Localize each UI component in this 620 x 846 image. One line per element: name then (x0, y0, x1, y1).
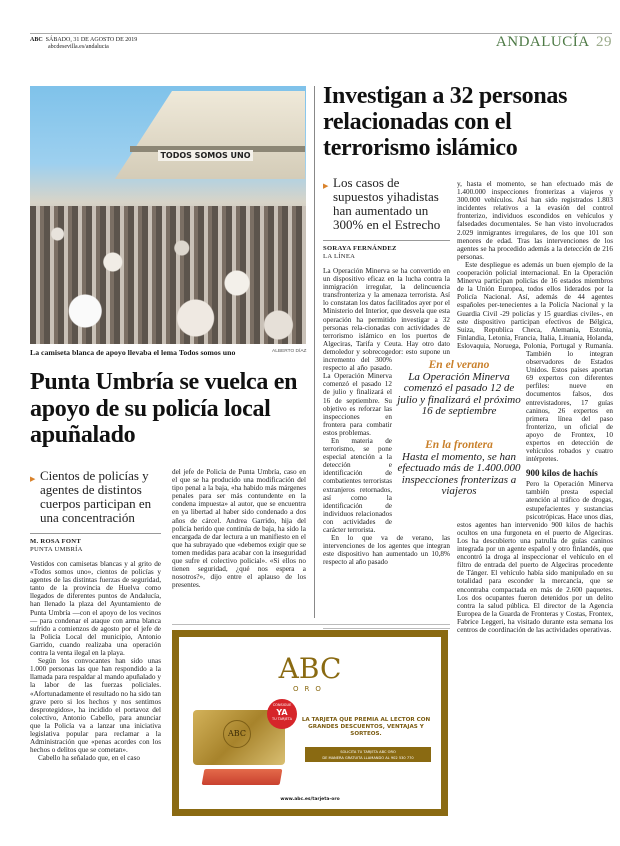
column-end-rule (323, 628, 450, 629)
triangle-bullet-icon: ▶ (30, 475, 36, 483)
left-byline (30, 533, 161, 554)
cta-line: DE MANERA GRATUITA LLAMANDO AL 902 530 770 (322, 755, 414, 760)
photo-banner: TODOS SOMOS UNO (158, 150, 253, 161)
triangle-bullet-icon: ▶ (323, 182, 329, 190)
left-column-1 (30, 469, 161, 762)
ad-rule (172, 624, 450, 625)
pullquote-gap (457, 358, 526, 518)
text-segment: La Operación Minerva se ha convertido en un dispositivo eficaz en la lucha contra la inmigración irregular, la delincuencia transfronteriza y la amenaza terrorista. Así lo constatan los datos facilitados ayer por el Ministerio del Interior, que desvela que esta operación ha permitido investigar a 32 personas rela- (323, 267, 450, 332)
brand: ABC (30, 37, 43, 43)
photo-building (115, 91, 305, 179)
paragraph: En lo que va de verano, las intervenciones de los agentes que integran este dispositivo han aumentado un 10,8% respecto al año pasado (323, 534, 450, 567)
location: PUNTA UMBRÍA (30, 546, 83, 553)
text-segment: caninos, 26 expertos en primera línea del paso fronterizo, un oficial de apoyo de Frontex, 10 expertos en detección de vehículos robados y cuatro intérpretes. (526, 406, 613, 464)
text-segment: tenecientes a la Policía Nacional y la Guardia Civil -29 policías y 15 guardias civiles-, en este dispositivo participan efectivos de Bélgica, Suiza, Republica Checa, Alemania, Estonia, Finlandia, Letonia, Francia, Italia, Lituania, Holanda, Eslovaquia, Noruega, Polonia, Portugal y Rumanía. También lo integran observadores de Estados Unidos. Estos países aportan 69 expertos con diferentes perfiles: nueve en documentos falsos, dos entrevistadores, 17 guías (457, 301, 613, 407)
badge-text: YA (276, 708, 288, 717)
text-segment: En materia de terrorismo, se pone especial atención a la detección (323, 436, 392, 470)
paragraph: y, hasta el momento, se han efectuado más de 1.400.000 inspecciones fronterizas a viajeros y 300.000 vehículos. Así han sido registrados 1.803 incidentes relativos a la evasión del control fronterizo, individuos escondidos en vehículos y falsedades documentales. Se han visto involucrados 2.029 inmigrantes irregulares, de los que 101 son menores de edad. Tras las intervenciones de los agentes se ha procedido además a la detección de 216 personas. (457, 180, 613, 261)
right-byline (323, 240, 450, 261)
cta-line: SOLICITA TU TARJETA ABC ORO (340, 749, 396, 754)
left-subhead-text: Cientos de policías y agentes de distintos cuerpos participan en una concentración (40, 468, 152, 525)
paragraph: del jefe de Policía de Punta Umbría, caso en el que se ha producido una modificación del tipo penal a la baja, «ha habido más márgenes penales para ser más contundente en la condena impuesta» al autor, que se encuentra en ya libertad al haber sido condenado a dos años de cárcel. Andrea Garrido, hija del policía herido que continúa de baja, ha sido la encargada de dar lectura a un manifiesto en el que ha subrayado que «debemos exigir que se tomen medidas para acabar con la inseguridad que sufre el colectivo policial». «Si ellos no tienen seguridad, ¿qué nos espera a nosotros?», dijo entre el aplauso de los presentes. (172, 468, 306, 590)
get-card-badge (267, 699, 297, 729)
left-subhead (30, 469, 161, 525)
badge-text: CONSIGUE (272, 703, 292, 707)
left-body-col2 (172, 468, 306, 589)
ad-cta (305, 747, 431, 762)
photo-caption: La camiseta blanca de apoyo llevaba el lema Todos somos uno (30, 348, 236, 357)
pullquote-text: Hasta el momento, se han efectuado más de 1.400.000 inspecciones fronterizas a viajeros (397, 450, 521, 497)
protest-photo (30, 86, 306, 344)
date: SÁBADO, 31 DE AGOSTO DE 2019 (45, 37, 138, 43)
ad-logo: ABC (278, 652, 342, 685)
badge-text: TU TARJETA (271, 717, 292, 721)
header-meta (30, 37, 137, 51)
photo-crowd (30, 206, 306, 344)
paragraph: Pero la Operación Minerva también presta especial atención al tráfico de drogas, estupefacientes y sustancias psicotrópicas. Hace unos días, estos agentes han intervenido 900 kilos de hachís ocultos en una furgoneta en el puerto de Algeciras. Los ha descubierto una patrulla de guías caninos integrada por un agente español y otro finlandés, que encontró la droga al inspeccionar el vehículo en el filtro de entrada del puerto de Algeciras procedente de Tánger. El vehículo había sido manipulado en su totalidad para esconder la mercancía, que se encontraba compactada en más de 2.600 paquetes. Los dos ocupantes fueron detenidos por un delito contra la salud pública. El director de la Agencia Europea de la Guarda de Fronteras y Costas, Frontex, Fabrice Leggeri, ha visitado durante esta semana los centros de coordinación de las actividades operativas. (457, 480, 613, 634)
paragraph: Vestidos con camisetas blancas y al grito de «Todos somos uno», cientos de policías y agentes de las distintas fuerzas de seguridad, tanto de la provincia de Huelva como llegados de diferentes puntos de Andalucía, han llenado la plaza del Ayuntamiento de Punta Umbría —con el apoyo de los vecinos— para condenar el ataque con arma blanca sufrido a comienzos de agosto por el jefe de la Policía Local del municipio, Antonio Garrido, cuando realizaba una operación contra la venta ilegal en la playa. (30, 560, 161, 658)
section-name: ANDALUCÍA (495, 34, 589, 50)
paragraph: Cabello ha señalado que, en el caso (38, 754, 140, 763)
pullquote-title: En el verano (428, 359, 490, 371)
card-logo: ABC (223, 720, 251, 748)
column-divider (314, 86, 315, 618)
left-headline: Punta Umbría se vuelca en apoyo de su policía local apuñalado (30, 369, 298, 448)
right-column-2 (457, 180, 613, 634)
ad-url[interactable]: www.abc.es/tarjeta-oro (280, 797, 340, 802)
page-number: 29 (596, 34, 612, 50)
photo-credit: ALBERTO DÍAZ (272, 349, 307, 354)
site-url: abcdesevilla.es/andalucia (48, 44, 109, 50)
newspaper-stack-image (202, 769, 283, 785)
ad-tagline: LA TARJETA QUE PREMIA AL LECTOR CON GRANDES DESCUENTOS, VENTAJAS Y SORTEOS. (301, 717, 431, 737)
text-segment: cionadas con actividades de terrorismo islámico en los puertos de Algeciras, Tarifa y Ceuta. Hay otro dato demoledor y sobrecogedor: esto supone un incremento del 300% respecto al año pasado. La Operación Minerva comenzó el pasado 12 de julio y finalizará el 16 de septiembre. Su objetivo es reforzar las inspecciones en frontera para combatir estos problemas. (323, 323, 450, 437)
text-segment: e identificación de combatientes terroristas extranjeros retornados, así como la identificación de individuos relacionados con actividades de carácter terrorista. (323, 461, 392, 534)
abc-oro-ad[interactable] (172, 630, 448, 816)
section-header (496, 34, 612, 51)
location: LA LÍNEA (323, 253, 356, 260)
pullquote-title: En la frontera (425, 439, 493, 451)
right-headline: Investigan a 32 personas relacionadas con el terrorismo islámico (323, 83, 568, 161)
right-subhead-text: Los casos de supuestos yihadistas han aumentado un 300% en el Estrecho (333, 175, 441, 232)
author: M. ROSA FONT (30, 538, 82, 545)
right-subhead (323, 176, 450, 232)
pullquote-text: La Operación Minerva comenzó el pasado 12 de julio y finalizará el próximo 16 de septiembre (397, 370, 521, 417)
text-segment: Este despliegue es además un buen ejemplo de la cooperación policial internacional. En la Operación Minerva participan policías de 16 estados miembros de la Unión Europea, todos ellos liderados por la Policía Nacional. Así, además de 44 agentes españoles per- (457, 260, 613, 310)
paragraph: Según los convocantes han sido unas 1.000 personas las que han respondido a la llamada para respaldar al mando apuñalado y la labor de las fuerzas policiales. «Afortunadamente el resultado no ha sido tan grave pero si los hechos y nos sentimos desprotegidos», ha incidido el portavoz del colectivo, Antonio Cabello, para anunciar que la Policía va a lanzar una iniciativa legislativa popular para reclamar a la Administración que «penas acordes con los hechos o delitos que se cometan». (30, 657, 161, 755)
ad-logo-sub: ORO (293, 685, 327, 693)
author: SORAYA FERNÁNDEZ (323, 245, 397, 252)
subheading: 900 kilos de hachís (526, 468, 598, 479)
